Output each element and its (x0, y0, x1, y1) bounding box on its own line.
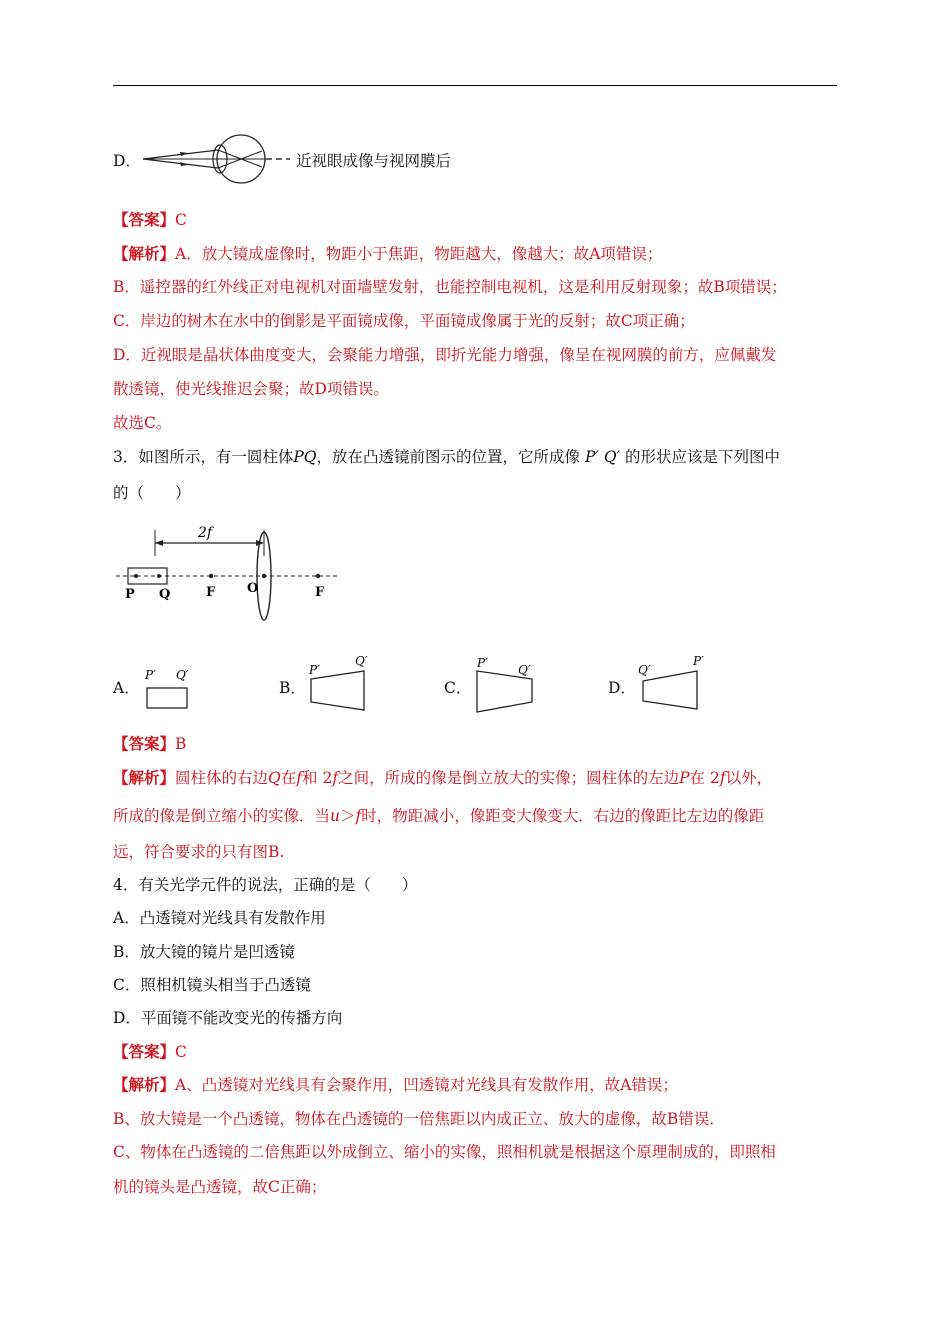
q3-b-right-tag: Q′ (355, 654, 368, 668)
q3-stem-part-a: 3．如图所示，有一圆柱体 (113, 448, 294, 466)
q2-answer-value: C (175, 211, 187, 229)
q3-answer-value: B (175, 735, 187, 753)
q3-stem-part-c: 的形状应该是下列图中 (625, 448, 781, 466)
myopia-eye-diagram (140, 134, 295, 186)
q2-option-d-label: D． (113, 152, 141, 170)
q2-answer-tag: 【答案】 (113, 210, 176, 229)
label-O: O (247, 581, 259, 596)
label-F-left: F (206, 585, 216, 600)
q4-expl-tag: 【解析】 (113, 1075, 176, 1094)
q3-option-d-figure (635, 652, 707, 716)
q4-explanation-line-4: 机的镜头是凸透镜，故C正确； (113, 1178, 327, 1196)
q4-explanation-line-3: C、物体在凸透镜的二倍焦距以外成倒立、缩小的实像，照相机就是根据这个原理制成的，即照相 (113, 1143, 776, 1161)
q3-expl-seg: 在 2 (689, 769, 720, 787)
q4-stem: 4．有关光学元件的说法，正确的是（ ） (113, 876, 418, 894)
q3-expl-seg: u (330, 807, 340, 825)
q3-stem-line-1 (113, 446, 780, 468)
q3-option-a-figure (142, 664, 192, 712)
label-F-right: F (315, 585, 325, 600)
q4-option-d: D．平面镜不能改变光的传播方向 (113, 1009, 343, 1027)
q2-option-d-caption: 近视眼成像与视网膜后 (296, 152, 452, 170)
q4-expl-text-1: A、凸透镜对光线具有会聚作用，凹透镜对光线具有发散作用，故A错误； (175, 1076, 678, 1094)
q2-explanation-line-4: D．近视眼是晶状体曲度变大，会聚能力增强，即折光能力增强，像呈在视网膜的前方，应佩戴发 (113, 346, 777, 364)
convex-lens-figure (112, 518, 347, 626)
q3-d-left-tag: Q′ (638, 663, 651, 677)
q3-c-right-tag: Q′ (518, 663, 531, 677)
q3-expl-seg: f (719, 769, 726, 787)
q3-c-left-tag: P′ (477, 656, 488, 670)
q3-expl-seg: 在 (280, 769, 297, 787)
header-rule (113, 85, 837, 86)
q3-option-d-label: D． (608, 679, 636, 697)
q3-stem-part-b: ，放在凸透镜前图示的位置，它所成像 (316, 448, 581, 466)
q4-explanation-line-1 (113, 1074, 678, 1096)
q2-answer (113, 209, 187, 231)
q3-stem-line-2: 的（ ） (113, 484, 191, 502)
q4-answer-tag: 【答案】 (113, 1042, 176, 1061)
dist-label-2f: 2f (198, 525, 213, 541)
q3-option-c-label: C． (444, 679, 472, 697)
q3-stem-qprime: Q′ (603, 448, 621, 466)
q3-expl-seg: f (355, 807, 362, 825)
q4-option-b: B．放大镜的镜片是凹透镜 (113, 943, 295, 961)
q3-explanation-line-1 (113, 767, 772, 789)
q2-explanation-line-2: B．遥控器的红外线正对电视机对面墙壁发射，也能控制电视机，这是利用反射现象；故B项错误； (113, 278, 787, 296)
q3-option-b-label: B． (279, 679, 306, 697)
q3-a-right-tag: Q′ (176, 668, 189, 682)
q2-expl-tag: 【解析】 (113, 244, 176, 263)
q3-explanation-line-3: 远，符合要求的只有图B. (113, 843, 285, 861)
q3-expl-seg: Q (268, 769, 281, 787)
q3-expl-seg: 时，物距减小，像距变大像变大．右边的像距比左边的像距 (361, 807, 765, 825)
q2-expl-text-1: A．放大镜成虚像时，物距小于焦距，物距越大，像越大；故A项错误； (175, 245, 663, 263)
q4-answer-value: C (175, 1043, 187, 1061)
q3-stem-pprime: P′ (584, 448, 599, 466)
q2-conclusion: 故选C。 (113, 414, 172, 432)
q2-explanation-line-5: 散透镜，使光线推迟会聚；故D项错误。 (113, 380, 389, 398)
q3-d-right-tag: P′ (693, 654, 704, 668)
q4-explanation-line-2: B、放大镜是一个凸透镜，物体在凸透镜的一倍焦距以内成正立、放大的虚像，故B错误． (113, 1110, 725, 1128)
q3-expl-seg: 圆柱体的右边 (175, 769, 269, 787)
label-P: P (125, 587, 135, 602)
q3-a-left-tag: P′ (145, 668, 156, 682)
q2-explanation-line-1 (113, 243, 662, 265)
q4-option-a: A．凸透镜对光线具有发散作用 (113, 909, 326, 927)
q3-expl-seg: 和 2 (302, 769, 333, 787)
q3-answer-tag: 【答案】 (113, 734, 176, 753)
q3-expl-seg: f (332, 769, 339, 787)
q2-explanation-line-3: C．岸边的树木在水中的倒影是平面镜成像，平面镜成像属于光的反射；故C项正确； (113, 312, 695, 330)
q3-expl-seg: ＞ (340, 807, 356, 825)
q3-option-a-label: A． (113, 679, 140, 697)
q3-explanation-line-2 (113, 805, 764, 827)
q3-option-b-figure (306, 652, 371, 716)
q3-option-c-figure (472, 652, 540, 716)
q3-b-left-tag: P′ (309, 663, 320, 677)
q3-expl-seg: 所成的像是倒立缩小的实像．当 (113, 807, 331, 825)
q3-expl-seg: 之间，所成的像是倒立放大的实像；圆柱体的左边 (338, 769, 680, 787)
label-Q: Q (159, 587, 171, 602)
q2-option-d (113, 150, 141, 172)
q4-answer (113, 1041, 187, 1063)
q3-expl-seg: P (679, 769, 690, 787)
q3-answer (113, 733, 186, 755)
q3-expl-tag: 【解析】 (113, 768, 176, 787)
q3-stem-pq: PQ (293, 448, 317, 466)
q4-option-c: C．照相机镜头相当于凸透镜 (113, 976, 311, 994)
q3-expl-seg: 以外， (725, 769, 773, 787)
q3-expl-seg: f (296, 769, 303, 787)
